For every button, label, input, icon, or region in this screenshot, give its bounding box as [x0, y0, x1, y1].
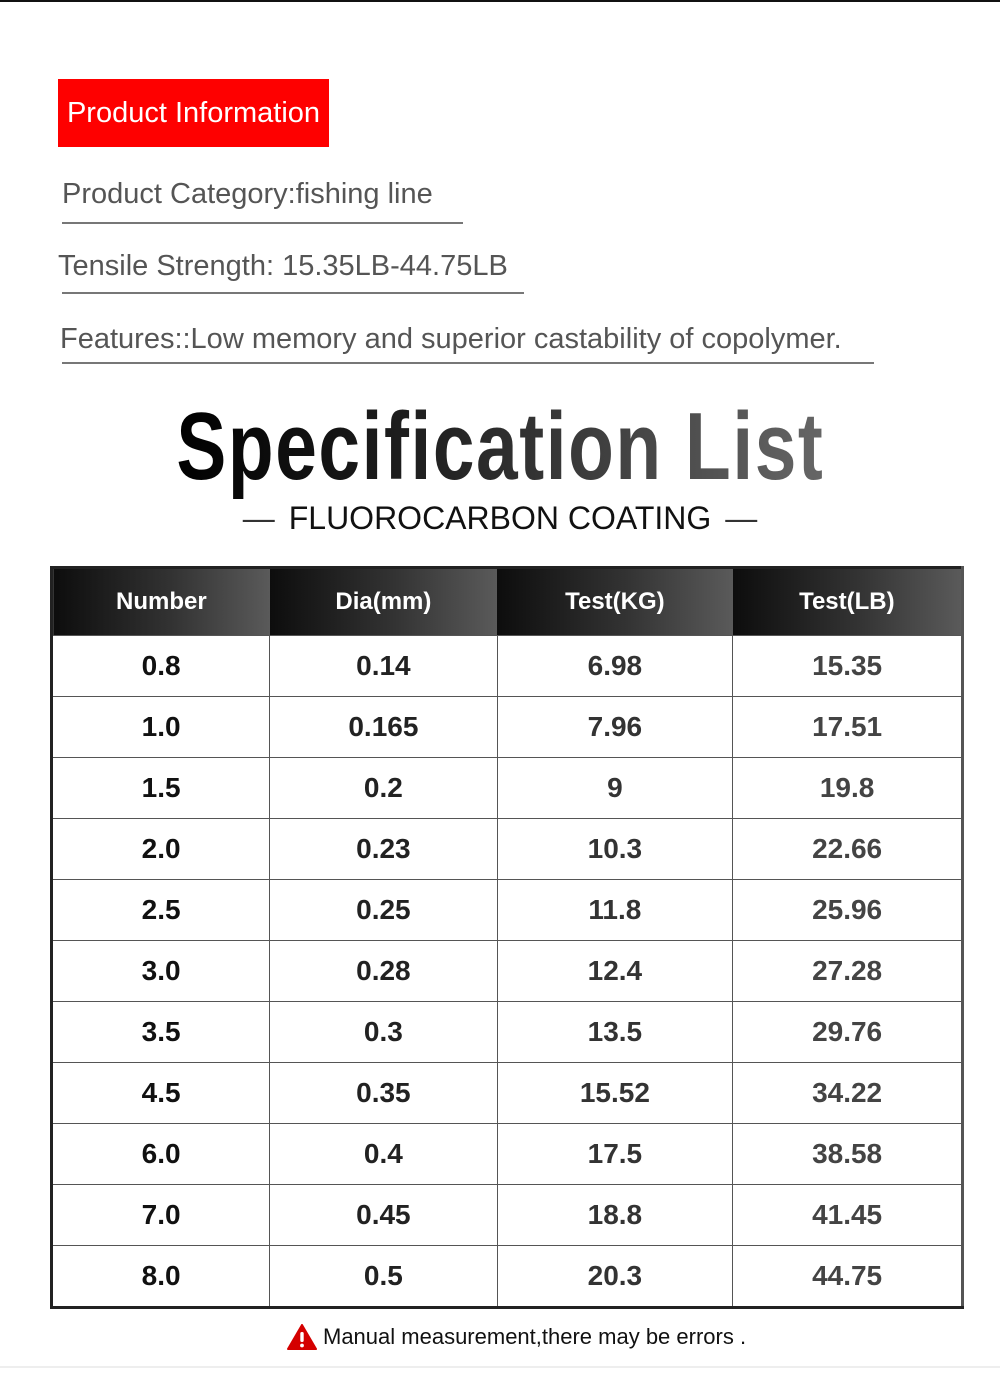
- dash-right: —: [725, 500, 758, 536]
- table-cell: 0.8: [52, 636, 270, 697]
- note-text: Manual measurement,there may be errors .: [323, 1324, 747, 1349]
- table-cell: 0.23: [270, 819, 497, 880]
- table-cell: 25.96: [733, 880, 963, 941]
- table-row: [52, 697, 963, 758]
- table-cell: 0.3: [270, 1002, 497, 1063]
- table-cell: 44.75: [733, 1246, 963, 1308]
- table-cell: 3.0: [52, 941, 270, 1002]
- table-cell: 17.51: [733, 697, 963, 758]
- table-cell: 13.5: [497, 1002, 733, 1063]
- table-cell: 2.0: [52, 819, 270, 880]
- table-cell: 0.35: [270, 1063, 497, 1124]
- spec-title: Specification List: [175, 393, 825, 500]
- bottom-divider: [0, 1366, 1000, 1368]
- table-row: [52, 758, 963, 819]
- table-cell: 15.35: [733, 636, 963, 697]
- table-cell: 7.0: [52, 1185, 270, 1246]
- table-cell: 6.0: [52, 1124, 270, 1185]
- table-cell: 27.28: [733, 941, 963, 1002]
- features: Features::Low memory and superior castability of copolymer.: [60, 323, 842, 355]
- table-cell: 0.25: [270, 880, 497, 941]
- divider: [62, 292, 524, 294]
- column-header: Dia(mm): [270, 568, 497, 636]
- table-row: [52, 880, 963, 941]
- divider: [62, 362, 874, 364]
- table-cell: 12.4: [497, 941, 733, 1002]
- table-cell: 34.22: [733, 1063, 963, 1124]
- divider: [62, 222, 463, 224]
- measurement-note: [287, 1324, 746, 1350]
- table-cell: 0.2: [270, 758, 497, 819]
- table-cell: 41.45: [733, 1185, 963, 1246]
- spec-subtitle: FLUOROCARBON COATING: [288, 500, 712, 536]
- table-cell: 0.4: [270, 1124, 497, 1185]
- table-cell: 9: [497, 758, 733, 819]
- table-row: [52, 1002, 963, 1063]
- table-cell: 11.8: [497, 880, 733, 941]
- table-cell: 3.5: [52, 1002, 270, 1063]
- table-row: [52, 1185, 963, 1246]
- top-divider: [0, 0, 1000, 2]
- table-cell: 20.3: [497, 1246, 733, 1308]
- table-header: [52, 568, 963, 636]
- dash-left: —: [242, 500, 275, 536]
- table-cell: 0.5: [270, 1246, 497, 1308]
- table-cell: 17.5: [497, 1124, 733, 1185]
- table-cell: 0.14: [270, 636, 497, 697]
- table-cell: 22.66: [733, 819, 963, 880]
- table-cell: 6.98: [497, 636, 733, 697]
- spec-subtitle-wrap: [0, 500, 1000, 537]
- table-cell: 0.28: [270, 941, 497, 1002]
- table-cell: 7.96: [497, 697, 733, 758]
- table-row: [52, 1063, 963, 1124]
- tensile-strength: Tensile Strength: 15.35LB-44.75LB: [58, 250, 508, 282]
- table-cell: 1.0: [52, 697, 270, 758]
- table-cell: 4.5: [52, 1063, 270, 1124]
- table-row: [52, 1124, 963, 1185]
- table-row: [52, 1246, 963, 1308]
- table-cell: 0.165: [270, 697, 497, 758]
- table-cell: 18.8: [497, 1185, 733, 1246]
- spec-title-wrap: [0, 392, 1000, 502]
- table-cell: 29.76: [733, 1002, 963, 1063]
- table-row: [52, 636, 963, 697]
- column-header: Test(LB): [733, 568, 963, 636]
- column-header: Number: [52, 568, 270, 636]
- table-cell: 0.45: [270, 1185, 497, 1246]
- spec-table: [50, 566, 964, 1309]
- product-information-badge: Product Information: [58, 79, 329, 147]
- table-cell: 1.5: [52, 758, 270, 819]
- table-row: [52, 941, 963, 1002]
- table-cell: 15.52: [497, 1063, 733, 1124]
- table-cell: 10.3: [497, 819, 733, 880]
- warning-icon: [287, 1324, 317, 1350]
- table-cell: 8.0: [52, 1246, 270, 1308]
- table-cell: 38.58: [733, 1124, 963, 1185]
- table-cell: 19.8: [733, 758, 963, 819]
- product-category: Product Category:fishing line: [62, 178, 433, 210]
- column-header: Test(KG): [497, 568, 733, 636]
- table-row: [52, 819, 963, 880]
- table-cell: 2.5: [52, 880, 270, 941]
